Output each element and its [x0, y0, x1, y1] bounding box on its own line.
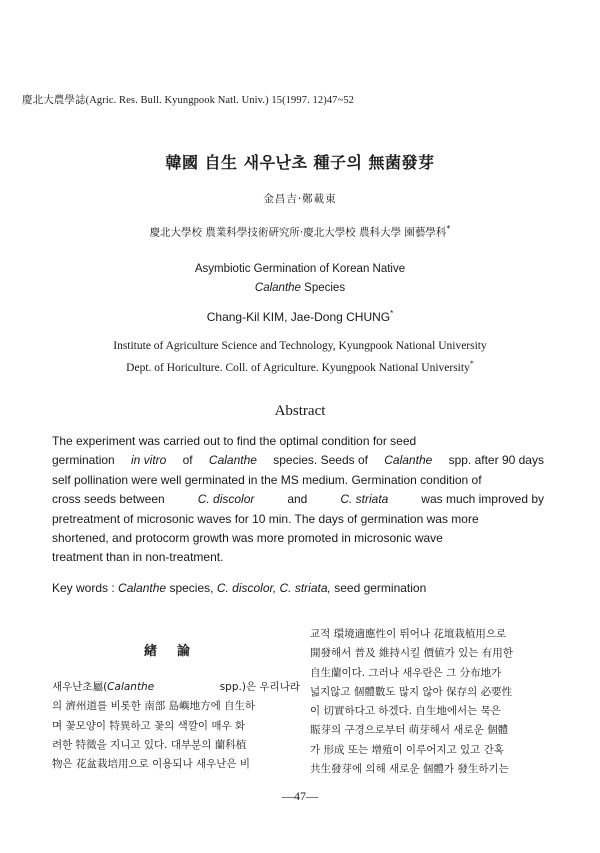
abstract-text: germination [52, 453, 115, 468]
abstract-line [52, 471, 544, 490]
title-en-rest: Species [304, 282, 346, 294]
body-text: 새우난초屬(Calanthe [52, 681, 155, 693]
body-text: 共生發芽에 의해 새로운 個體가 發生하기는 [310, 763, 509, 776]
abstract-text: The experiment was carried out to find the optimal condition for seed [52, 434, 417, 448]
body-line [52, 736, 300, 755]
affiliation-en-mark: * [469, 359, 474, 368]
section-heading-introduction: 緖論 [143, 644, 210, 659]
keyword: C. discolor, [216, 581, 277, 595]
abstract-body [52, 432, 544, 568]
paper-title-english [0, 260, 600, 298]
keyword: C. striata, [279, 581, 331, 595]
body-text: 의 濟州道를 비롯한 南部 島嶼地方에 自生하 [52, 700, 256, 713]
abstract-text: was much improved by [421, 492, 544, 507]
page-number: —47— [282, 789, 318, 803]
abstract-line [52, 490, 544, 509]
body-line [310, 721, 548, 740]
authors-en-text: Chang-Kil KIM, Jae-Dong CHUNG [206, 310, 391, 324]
body-text: 넓지않고 個體數도 많지 않아 保存의 必要性 [310, 685, 513, 698]
body-line [310, 741, 548, 760]
abstract-text: spp. after 90 days [448, 453, 544, 468]
body-line [52, 755, 300, 774]
keyword: Calanthe [118, 581, 167, 595]
affiliation-en-line1: Institute of Agriculture Science and Technology, Kyungpook National University [113, 340, 487, 352]
affiliation-korean-text: 慶北大學校 農業科學技術硏究所·慶北大學校 農科大學 園藝學科 [149, 226, 447, 239]
abstract-line [52, 432, 544, 451]
body-line [52, 697, 300, 716]
body-text: 이 切實하다고 하겠다. 自生地에서는 묵은 [310, 705, 501, 718]
body-line [310, 664, 548, 683]
body-column-left [52, 678, 300, 774]
body-line [52, 717, 300, 736]
affiliation-korean [0, 224, 600, 240]
abstract-italic: Calanthe [208, 453, 257, 468]
affiliation-english [0, 337, 600, 377]
body-text: 교적 環境適應性이 뛰어나 花壇栽植用으로 [310, 628, 507, 640]
authors-en-mark: * [390, 309, 394, 318]
abstract-text: cross seeds between [52, 492, 165, 507]
abstract-italic: C. striata [340, 492, 389, 507]
journal-citation: 慶北大農學誌(Agric. Res. Bull. Kyungpook Natl. Univ.) 15(1997. 12)47~52 [22, 95, 355, 106]
title-en-genus: Calanthe [254, 282, 301, 294]
abstract-italic: Calanthe [384, 453, 433, 468]
body-line [310, 644, 548, 663]
body-text: 려한 特徵을 지니고 있다. 대부분의 蘭科植 [52, 738, 247, 751]
body-text: 自生蘭이다. 그러나 새우란은 그 分布地가 [310, 666, 502, 679]
abstract-line [52, 548, 544, 567]
keyword: species, [169, 581, 214, 595]
body-text: 가 形成 또는 增殖이 이루어지고 있고 간혹 [310, 743, 504, 756]
body-line [52, 678, 300, 697]
abstract-text: species. Seeds of [273, 453, 368, 468]
keywords [52, 581, 426, 595]
affiliation-en-line2-text: Dept. of Horiculture. Coll. of Agriculture. Kyungpook National University [126, 361, 470, 374]
title-en-line2 [0, 279, 600, 298]
abstract-line [52, 529, 544, 548]
body-line [310, 683, 548, 702]
paper-title-korean: 韓國 自生 새우난초 種子의 無菌發芽 [165, 153, 435, 172]
body-text: spp.)은 우리나라 [219, 681, 300, 693]
abstract-text: and [287, 492, 308, 507]
body-text: 開發해서 普及 維持시킬 價値가 있는 有用한 [310, 647, 513, 660]
keywords-label: Key words : [52, 581, 115, 595]
body-column-right [310, 625, 548, 779]
abstract-text: shortened, and protocorm growth was more promoted in microsonic wave [52, 531, 443, 546]
affiliation-korean-mark: * [446, 224, 451, 233]
abstract-text: self pollination were well germinated in the MS medium. Germination condition of [52, 472, 482, 487]
abstract-line [52, 510, 544, 529]
abstract-heading: Abstract [274, 403, 326, 419]
abstract-italic: in vitro [130, 453, 167, 468]
authors-english [0, 309, 600, 324]
keyword: seed germination [334, 581, 427, 595]
affiliation-en-line2 [0, 355, 600, 377]
body-line [310, 760, 548, 779]
abstract-line [52, 451, 544, 470]
body-text: 物은 花盆栽培用으로 이용되나 새우난은 비 [52, 758, 251, 771]
abstract-text: treatment than in non-treatment. [52, 550, 224, 565]
body-line [310, 702, 548, 721]
body-text: 며 꽃모양이 特異하고 꽃의 색깔이 매우 화 [52, 719, 246, 732]
abstract-text: pretreatment of microsonic waves for 10 min. The days of germination was more [52, 511, 479, 526]
abstract-italic: C. discolor [197, 492, 255, 507]
title-en-line1: Asymbiotic Germination of Korean Native [194, 263, 406, 275]
abstract-text: of [182, 453, 193, 468]
genus-italic: Calanthe [107, 681, 155, 693]
body-text: 賑芽의 구경으로부터 萌芽해서 새로운 個體 [310, 724, 509, 737]
body-line [310, 625, 548, 644]
authors-korean: 金昌吉·鄭載東 [263, 193, 337, 205]
